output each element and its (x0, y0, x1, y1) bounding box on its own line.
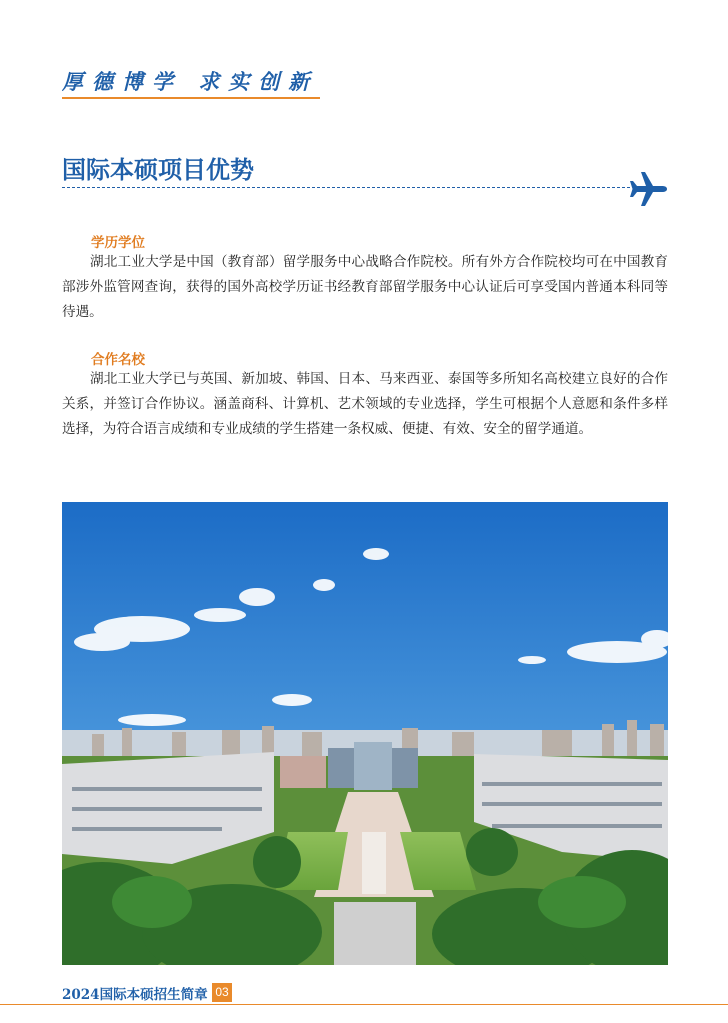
airplane-icon (627, 168, 669, 210)
paragraph-partners: 湖北工业大学已与英国、新加坡、韩国、日本、马来西亚、泰国等多所知名高校建立良好的合作关系，并签订合作协议。涵盖商科、计算机、艺术领域的专业选择，学生可根据个人意愿和条件多样选择，为符合语言成绩和专业成绩的学生搭建一条权威、便捷、有效、安全的留学通道。 (62, 371, 668, 437)
motto-underline (62, 97, 320, 99)
footer-rule (0, 1004, 728, 1005)
heading-degree: 学历学位 (91, 235, 145, 251)
heading-partners: 合作名校 (91, 352, 145, 368)
footer-label: 2024国际本硕招生简章 (62, 987, 208, 1003)
school-motto: 厚德博学 求实创新 (62, 69, 319, 94)
section-title: 国际本硕项目优势 (62, 156, 254, 184)
page-number: 03 (212, 983, 232, 1002)
dashed-divider (62, 187, 630, 188)
paragraph-degree: 湖北工业大学是中国（教育部）留学服务中心战略合作院校。所有外方合作院校均可在中国教育部涉外监管网查询，获得的国外高校学历证书经教育部留学服务中心认证后可享受国内普通本科同等待遇。 (62, 254, 668, 320)
campus-aerial-photo (62, 502, 668, 965)
